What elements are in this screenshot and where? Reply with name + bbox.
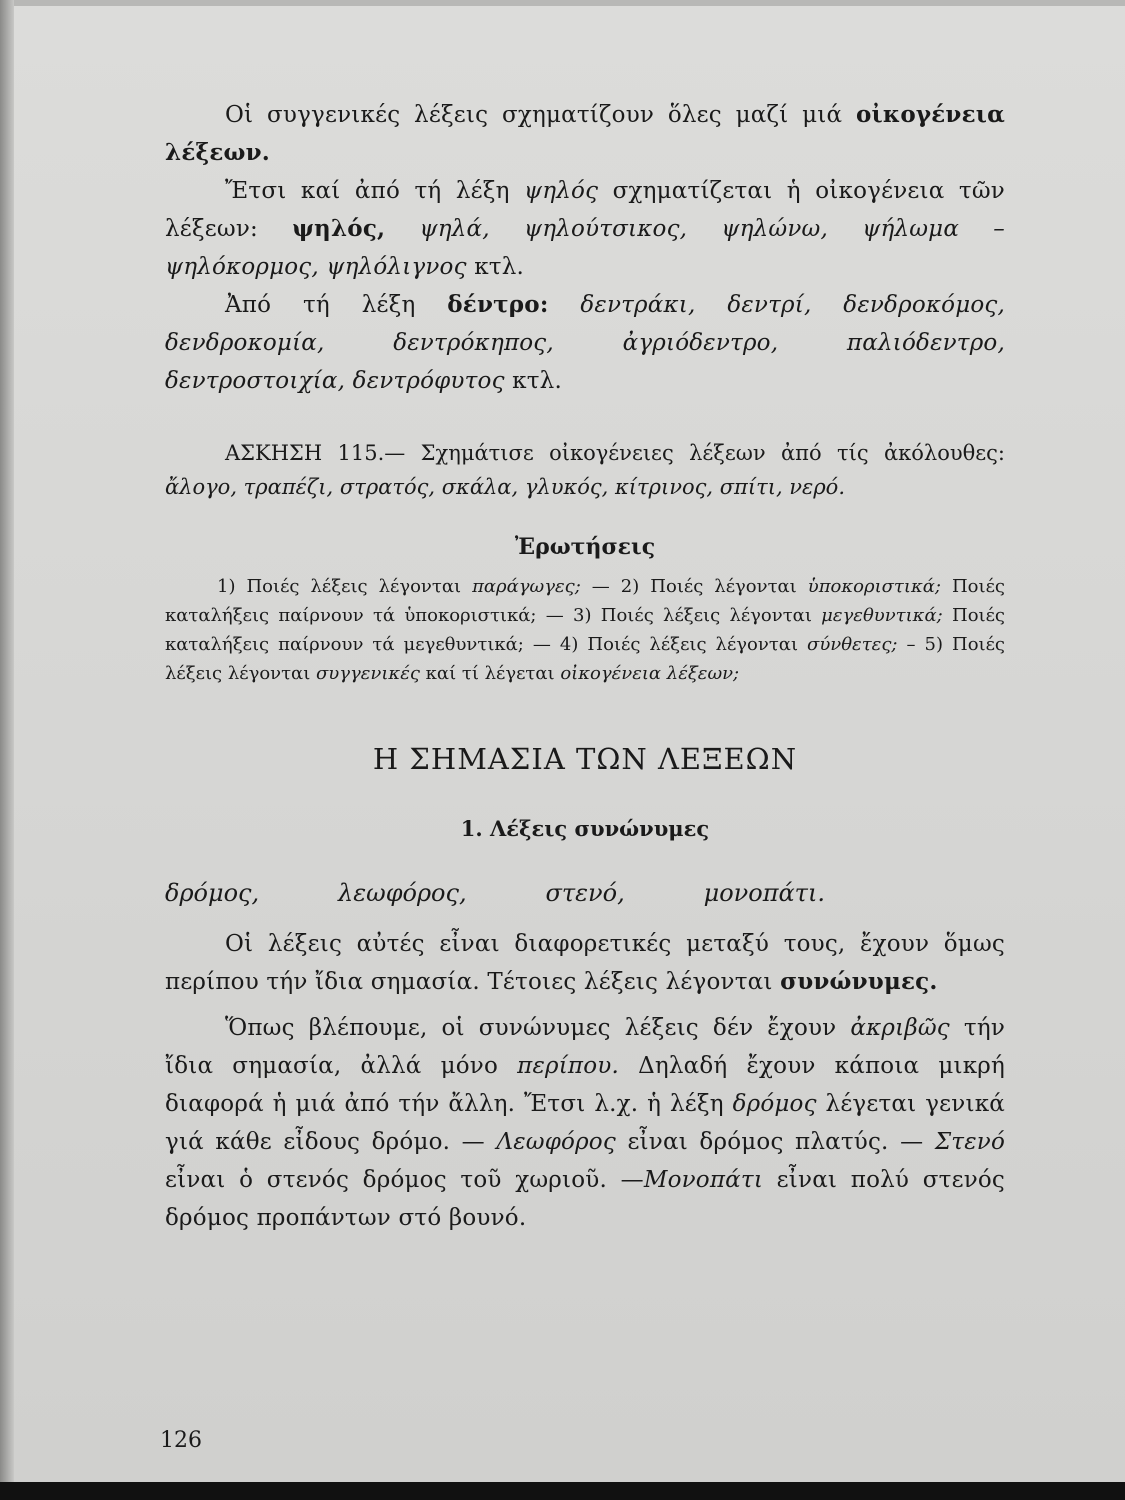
question-text: — 3) Ποιές λέξεις λέγονται [536,605,822,626]
page-number: 126 [160,1428,202,1453]
synonyms-emphasis: περίπου. [517,1053,619,1079]
question-text: καί τί λέγεται [419,663,561,684]
synonyms-emphasis: δρόμος [732,1091,817,1117]
page-left-edge [0,0,14,1482]
family-text: κτλ. [504,368,562,394]
family-text: Ἀπό τή λέξη [225,292,448,318]
synonyms-emphasis: Μονοπάτι [643,1167,764,1193]
synonym-word-row [165,879,825,907]
page-top-edge [0,0,1125,6]
synonyms-emphasis: ἀκριβῶς [850,1015,950,1041]
spacer [165,907,1005,925]
question-term: σύνθετες; [807,634,898,655]
synonyms-emphasis: Λεωφόρος [496,1129,616,1155]
question-term: οἰκογένεια λέξεων; [560,663,740,684]
synonym-word: δρόμος, [165,879,260,907]
scan-bottom-border [0,1482,1125,1500]
family-text: κτλ. [466,254,524,280]
family-example-list: δεντράκι, δεντρί, δενδροκόμος, δενδροκομία, δεντρόκηπος, ἀγριόδεντρο, παλιόδεντρο, δεντροστοιχία, δεντρόφυτος [165,292,1005,394]
question-text: Ποιές καταλήξεις παίρνουν τά ὑποκοριστικά; [165,576,1005,626]
question-text: — 2) Ποιές λέγονται [580,576,808,597]
family-paragraph-1 [165,96,1005,172]
family-paragraph-2 [165,172,1005,286]
family-paragraph-3 [165,286,1005,400]
question-text: – 5) Ποιές λέξεις λέγονται [165,634,1006,684]
question-term: συγγενικές [316,663,420,684]
exercise-words: ἄλογο, τραπέζι, στρατός, σκάλα, γλυκός, κίτρινος, σπίτι, νερό. [165,475,845,499]
synonyms-text: εἶναι πολύ στενός δρόμος προπάντων στό βουνό. [165,1167,1006,1231]
exercise-label: ΑΣΚΗΣΗ 115.— Σχημάτισε οἰκογένειες λέξεων ἀπό τίς ἀκόλουθες: [225,441,1005,465]
synonym-word: μονοπάτι. [703,879,825,907]
synonyms-emphasis: Στενό [934,1129,1005,1155]
section-title: Η ΣΗΜΑΣΙΑ ΤΩΝ ΛΕΞΕΩΝ [372,742,798,776]
question-term: ὑποκοριστικά; [807,576,941,597]
spacer [165,400,1005,436]
exercise-115 [165,436,1005,504]
family-example: ψηλός [524,178,599,204]
synonyms-text: Δηλαδή ἔχουν κάποια μικρή διαφορά ἡ μιά ἀπό τήν ἄλλη. Ἔτσι λ.χ. ἡ λέξη [165,1053,1005,1117]
synonyms-text: εἶναι δρόμος πλατύς. — [615,1129,935,1155]
question-term: μεγεθυντικά; [821,605,943,626]
synonyms-text: λέγεται γενικά γιά κάθε εἶδους δρόμο. — [165,1091,1005,1155]
family-root-word: δέντρο: [447,291,549,318]
family-text: Ἔτσι καί ἀπό τή λέξη [225,178,525,204]
synonyms-text: Οἱ λέξεις αὐτές εἶναι διαφορετικές μεταξύ τους, ἔχουν ὅμως περίπου τήν ἴδια σημασία. Τέτοιες λέξεις λέγονται [165,931,1005,995]
question-text: Ποιές καταλήξεις παίρνουν τά μεγεθυντικά; [165,605,1005,655]
question-text: — 4) Ποιές λέξεις λέγονται [523,634,808,655]
synonyms-text: εἶναι ὁ στενός δρόμος τοῦ χωριοῦ. — [165,1167,644,1193]
synonyms-paragraph-2 [165,1009,1005,1237]
synonyms-text: Ὅπως βλέπουμε, οἱ συνώνυμες λέξεις δέν ἔχουν [225,1015,851,1041]
family-term: οἰκογένεια λέξεων. [165,101,1005,166]
family-root-word: ψηλός, [292,215,386,242]
spacer [165,1001,1005,1009]
question-term: παράγωγες; [472,576,581,597]
family-text: Οἱ συγγενικές λέξεις σχηματίζουν ὅλες μαζί μιά [225,102,857,128]
family-text: σχηματίζεται ἡ οἰκογένεια τῶν λέξεων: [165,178,1005,242]
page-content [165,96,1005,1237]
synonym-word: λεωφόρος, [338,879,467,907]
questions-title: Ἐρωτήσεις [514,534,656,560]
synonyms-text: τήν ἴδια σημασία, ἀλλά μόνο [165,1015,1005,1079]
synonyms-paragraph-1 [165,925,1005,1001]
synonyms-term: συνώνυμες. [780,968,938,995]
questions-block [165,572,1005,688]
synonym-word: στενό, [545,879,625,907]
question-text: 1) Ποιές λέξεις λέγονται [217,576,473,597]
subsection-title: 1. Λέξεις συνώνυμες [460,816,710,841]
family-example-list: ψηλά, ψηλούτσικος, ψηλώνω, ψήλωμα – ψηλόκορμος, ψηλόλιγνος [165,216,1005,280]
